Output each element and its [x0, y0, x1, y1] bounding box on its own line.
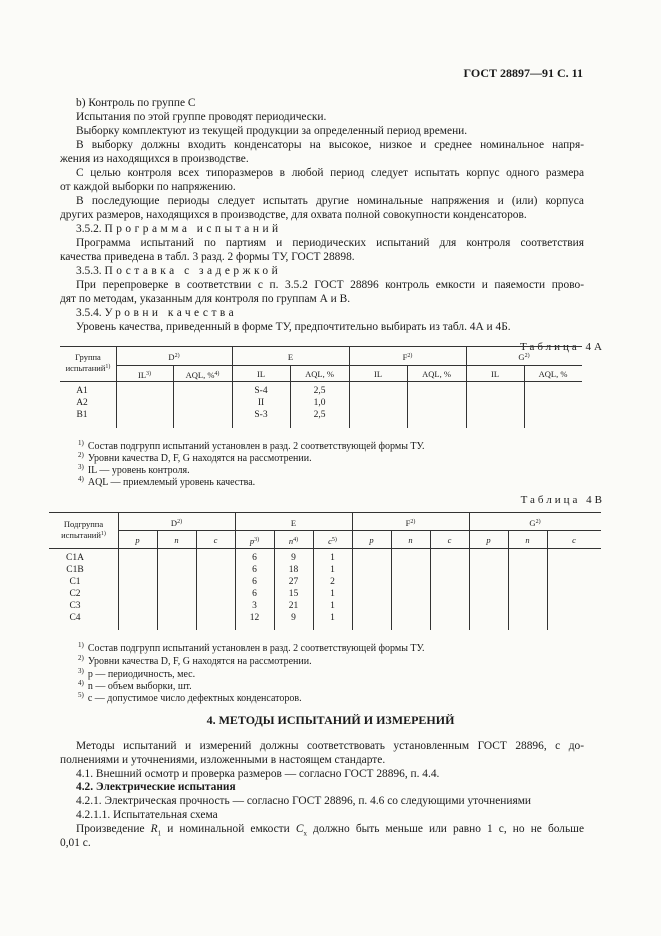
paragraph-line: Методы испытаний и измерений должны соответствовать установленным ГОСТ 28896, с до- [76, 740, 584, 752]
footnote: $^{5)}$ c — допустимое число дефектных конденсаторов. [78, 691, 302, 704]
paragraph-line: Уровень качества, приведенный в форме ТУ, предпочтительно выбирать из табл. 4А и 4Б. [76, 321, 511, 333]
section-number: 3.5.3. [76, 265, 102, 277]
paragraph-line: качества приведена в табл. 3 разд. 2 формы ТУ, ГОСТ 28898. [60, 251, 355, 263]
column-header-level: $D^{2)}$ [170, 518, 183, 528]
column-header-aql: AQL, % [305, 369, 334, 379]
paragraph-line: Произведение $R_1$ и номинальной емкости $C_x$ должно быть меньше или равно 1 с, но не больше [76, 823, 584, 838]
column-header-group: Группа испытаний$^{1)}$ [65, 352, 111, 373]
paragraph-line: Испытания по этой группе проводят периодически. [76, 111, 327, 123]
section-title: Программа испытаний [104, 223, 282, 235]
paragraph-line: дят по методам, указанным для контроля по группам А и В. [60, 293, 351, 305]
footnote: $^{1)}$ Состав подгрупп испытаний установлен в разд. 2 соответствующей формы ТУ. [78, 439, 425, 452]
column-header-n: n [525, 535, 530, 545]
subsection-heading: 4.2. Электрические испытания [76, 781, 236, 793]
column-header-p: $p^{3)}$ [249, 536, 260, 546]
column-header-c: c [213, 535, 218, 545]
column-header-level: $G^{2)}$ [518, 352, 530, 362]
column-header-aql: AQL, % [422, 369, 451, 379]
footnote: $^{4)}$ AQL — приемлемый уровень качества. [78, 475, 256, 488]
column-header-aql: AQL, %$^{4)}$ [185, 370, 220, 380]
subsection-title: b) Контроль по группе С [76, 97, 196, 109]
paragraph-line: С целью контроля всех типоразмеров в любой период следует испытать корпус одного размера [76, 167, 584, 179]
column-header-n: $n^{4)}$ [288, 536, 299, 546]
column-header-level: $G^{2)}$ [529, 518, 541, 528]
paragraph-line: жения из находящихся в производстве. [60, 153, 249, 165]
table-caption: Таблица 4В [520, 494, 605, 506]
column-header-c: $c^{5)}$ [328, 536, 337, 546]
column-header-level: E [287, 352, 294, 362]
paragraph-line: Выборку комплектуют из текущей продукции за определенный период времени. [76, 125, 468, 137]
column-header-level: $F^{2)}$ [405, 518, 416, 528]
section-title: Поставка с задержкой [104, 265, 282, 277]
page-header: ГОСТ 28897—91 С. 11 [463, 66, 583, 80]
column-header-il: IL [256, 369, 266, 379]
paragraph-line: полнениями и уточнениями, изложенными в настоящем стандарте. [60, 754, 386, 766]
column-header-n: n [408, 535, 413, 545]
column-header-level: $D^{2)}$ [168, 352, 180, 362]
column-header-aql: AQL, % [538, 369, 568, 379]
section-heading [76, 307, 584, 320]
section-number: 3.5.4. [76, 307, 102, 319]
footnote: $^{2)}$ Уровни качества D, F, G находятся на рассмотрении. [78, 654, 312, 667]
column-header-group: Подгруппа испытаний$^{1)}$ [61, 519, 106, 540]
column-header-il: IL [490, 369, 500, 379]
column-header-p: p [486, 535, 491, 545]
section-number: 3.5.2. [76, 223, 102, 235]
footnote: $^{3)}$ IL — уровень контроля. [78, 463, 190, 476]
paragraph-line: 4.1. Внешний осмотр и проверка размеров — согласно ГОСТ 28896, п. 4.4. [76, 768, 440, 780]
column-header-il: IL$^{3)}$ [137, 370, 152, 380]
column-header-n: n [174, 535, 179, 545]
paragraph-line: других размеров, находящихся в производстве, для охвата полной совокупности конденсаторов. [60, 209, 527, 221]
footnote: $^{4)}$ n — объем выборки, шт. [78, 679, 192, 692]
section-heading: 4. МЕТОДЫ ИСПЫТАНИЙ И ИЗМЕРЕНИЙ [206, 713, 455, 727]
paragraph-line: Программа испытаний по партиям и периодических испытаний для контроля соответствия [76, 237, 584, 249]
paragraph-line: от каждой выборки по напряжению. [60, 181, 236, 193]
column-header-p: p [135, 535, 140, 545]
column-header-level: $F^{2)}$ [402, 352, 413, 362]
paragraph-line: В выборку должны входить конденсаторы на высокое, низкое и среднее номинальное напря- [76, 139, 584, 151]
footnote: $^{2)}$ Уровни качества D, F, G находятся на рассмотрении. [78, 451, 312, 464]
footnote: $^{1)}$ Состав подгрупп испытаний установлен в разд. 2 соответствующей формы ТУ. [78, 641, 425, 654]
paragraph-line: В последующие периоды следует испытать другие номинальные напряжения и (или) корпуса [76, 195, 584, 207]
paragraph-line: 4.2.1.1. Испытательная схема [76, 809, 218, 821]
paragraph-line: При перепроверке в соответствии с п. 3.5.2 ГОСТ 28896 контроль емкости и паяемости прово- [76, 279, 584, 291]
column-header-c: c [447, 535, 452, 545]
section-title: Уровни качества [104, 307, 238, 319]
column-header-il: IL [373, 369, 383, 379]
column-header-level: E [290, 518, 297, 528]
paragraph-line: 4.2.1. Электрическая прочность — согласно ГОСТ 28896, п. 4.6 со следующими уточнениями [76, 795, 532, 807]
table-caption: Таблица 4А [520, 341, 605, 353]
section-heading [76, 223, 584, 236]
column-header-c: c [572, 535, 576, 545]
paragraph-line: 0,01 с. [60, 837, 91, 849]
document-page: ГОСТ 28897—91 С. 11 b) Контроль по группе С Испытания по этой группе проводят периодически. Выборку комплектуют из текущей продукции за определенный период времени. В выборку должны входить конденсаторы на высокое, низкое и среднее номинальное напря- жения из находящихся в производстве. С целью контроля всех типоразмеров в любой период следует испытать корпус одного размера от каждой выборки по напряжению. В последующие периоды следует испытать другие номинальные напряжения и (или) корпуса других размеров, находящихся в производстве, для охвата полной совокупности конденсаторов. 3.5.2. Программа испытаний Программа испытаний по партиям и периодических испытаний для контроля соответствия качества приведена в табл. 3 разд. 2 формы ТУ, ГОСТ 28898. 3.5.3. Поставка с задержкой При перепроверке в соответствии с п. 3.5.2 ГОСТ 28896 контроль емкости и паяемости прово- дят по методам, указанным для контроля по группам А и В. 3.5.4. Уровни качества Уровень качества, приведенный в форме ТУ, предпочтительно выбирать из табл. 4А и 4Б. Таблица 4А Группа испытаний$^{1)}$ $D^{2)}$ E $F^{2)}$ $G^{2)}$ IL$^{3)}$ AQL, %$^{4)}$ IL AQL, % IL AQL, % IL AQL, % A1 S-4 2,5 A2 II 1,0 B1 S-3 2,5 $^{1)}$ Состав подгрупп испытаний установлен в разд. 2 соответствующей формы ТУ. $^{2)}$ Уровни качества D, F, G находятся на рассмотрении. $^{3)}$ IL — уровень контроля. $^{4)}$ AQL — приемлемый уровень качества. Таблица 4В Подгруппа испытаний$^{1)}$ $D^{2)}$ E $F^{2)}$ $G^{2)}$ p n c $p^{3)}$ $n^{4)}$ $c^{5)}$ p n c p n c C1A 6 9 1 C1B 6 18 1 C1 6 27 2 C2 6 15 1 C3 3 21 1 C4 12 9 1 $^{1)}$ Состав подгрупп испытаний установлен в разд. 2 соответствующей формы ТУ. $^{2)}$ Уровни качества D, F, G находятся на рассмотрении. $^{3)}$ p — периодичность, мес. $^{4)}$ n — объем выборки, шт. $^{5)}$ c — допустимое число дефектных конденсаторов. 4. МЕТОДЫ ИСПЫТАНИЙ И ИЗМЕРЕНИЙ Методы испытаний и измерений должны соответствовать установленным ГОСТ 28896, с до- полнениями и уточнениями, изложенными в настоящем стандарте. 4.1. Внешний осмотр и проверка размеров — согласно ГОСТ 28896, п. 4.4. 4.2. Электрические испытания 4.2.1. Электрическая прочность — согласно ГОСТ 28896, п. 4.6 со следующими уточнениями 4.2.1.1. Испытательная схема Произведение $R_1$ и номинальной емкости $C_x$ должно быть меньше или равно 1 с, но не больше 0,01 с. [0, 0, 661, 936]
section-heading [76, 265, 584, 278]
footnote: $^{3)}$ p — периодичность, мес. [78, 667, 196, 680]
column-header-p: p [369, 535, 374, 545]
